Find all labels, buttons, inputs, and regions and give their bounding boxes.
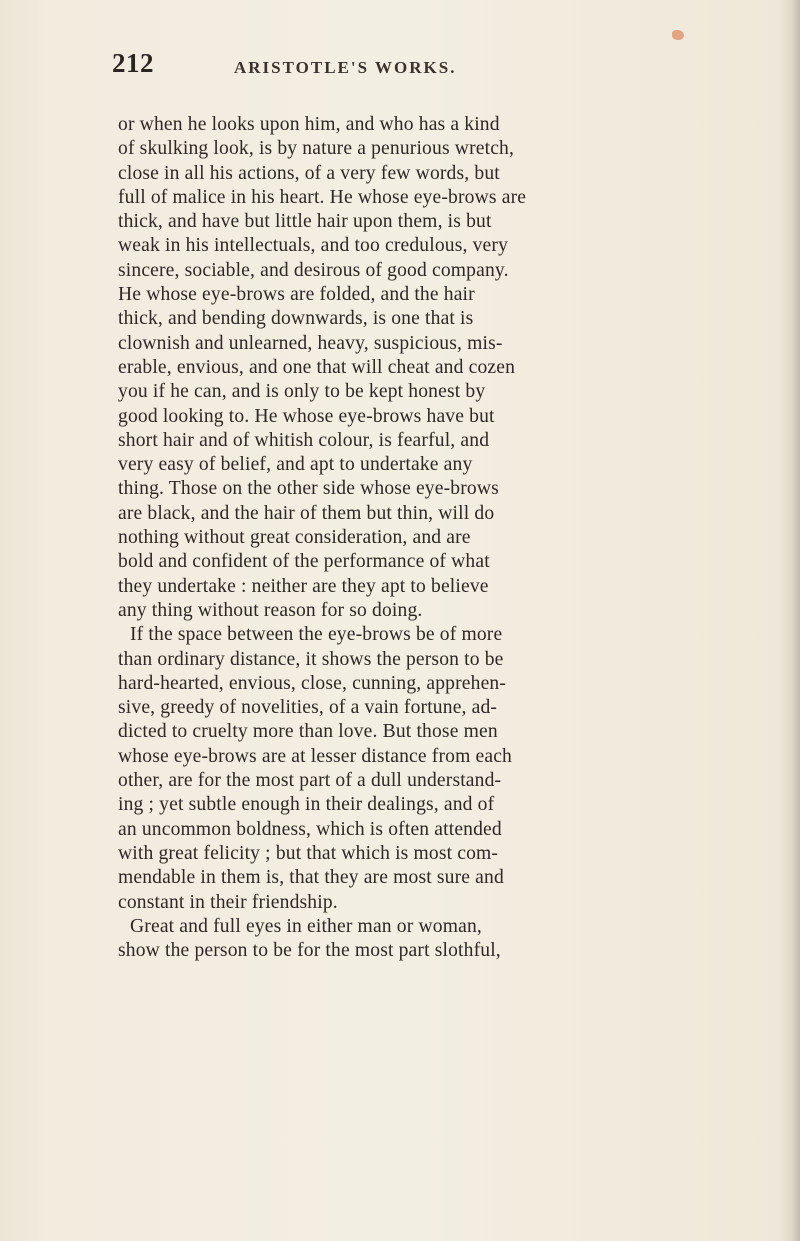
text-line: hard-hearted, envious, close, cunning, apprehen- [118,672,507,694]
text-line: dicted to cruelty more than love. But those men [118,721,498,743]
text-line: short hair and of whitish colour, is fearful, and [118,429,490,451]
text-line: ing ; yet subtle enough in their dealings, and of [118,794,495,816]
page-edge-shadow [778,0,800,1241]
page-header [112,48,692,88]
text-line: you if he can, and is only to be kept honest by [118,381,486,403]
text-line: or when he looks upon him, and who has a kind [118,114,500,135]
text-line: full of malice in his heart. He whose eye-brows are [118,186,527,208]
text-line: show the person to be for the most part slothful, [118,940,501,962]
text-line: other, are for the most part of a dull understand- [118,770,502,792]
text-line: erable, envious, and one that will cheat and cozen [118,356,516,378]
text-line: of skulking look, is by nature a penurious wretch, [118,138,515,160]
text-line: any thing without reason for so doing. [118,599,423,621]
text-line: constant in their friendship. [118,891,338,913]
text-line: they undertake : neither are they apt to believe [118,575,489,597]
text-line: thick, and have but little hair upon them, is but [118,211,492,233]
text-line: Great and full eyes in either man or woman, [130,915,482,937]
text-line: He whose eye-brows are folded, and the hair [118,284,475,306]
text-line: good looking to. He whose eye-brows have but [118,405,495,427]
text-line: close in all his actions, of a very few words, but [118,162,500,184]
text-line: weak in his intellectuals, and too credulous, very [118,235,509,257]
text-line: whose eye-brows are at lesser distance from each [118,745,513,767]
text-line: very easy of belief, and apt to undertake any [118,454,473,476]
text-line: nothing without great consideration, and are [118,527,471,549]
text-line: sive, greedy of novelities, of a vain fortune, ad- [118,697,498,719]
text-line: than ordinary distance, it shows the person to be [118,648,504,670]
text-line: thing. Those on the other side whose eye-brows [118,478,499,500]
text-line: mendable in them is, that they are most sure and [118,867,504,889]
text-line: If the space between the eye-brows be of more [130,624,503,646]
text-line: with great felicity ; but that which is most com- [118,842,499,864]
text-line: are black, and the hair of them but thin, will do [118,502,495,524]
text-line: clownish and unlearned, heavy, suspicious, mis- [118,332,503,354]
running-head: ARISTOTLE'S WORKS. [234,58,457,77]
text-line: thick, and bending downwards, is one that is [118,308,474,330]
body-text [118,113,710,963]
text-line: an uncommon boldness, which is often attended [118,818,502,840]
ink-speck [672,30,684,40]
page-number: 212 [112,48,154,78]
text-line: sincere, sociable, and desirous of good company. [118,259,509,281]
text-line: bold and confident of the performance of what [118,551,490,573]
